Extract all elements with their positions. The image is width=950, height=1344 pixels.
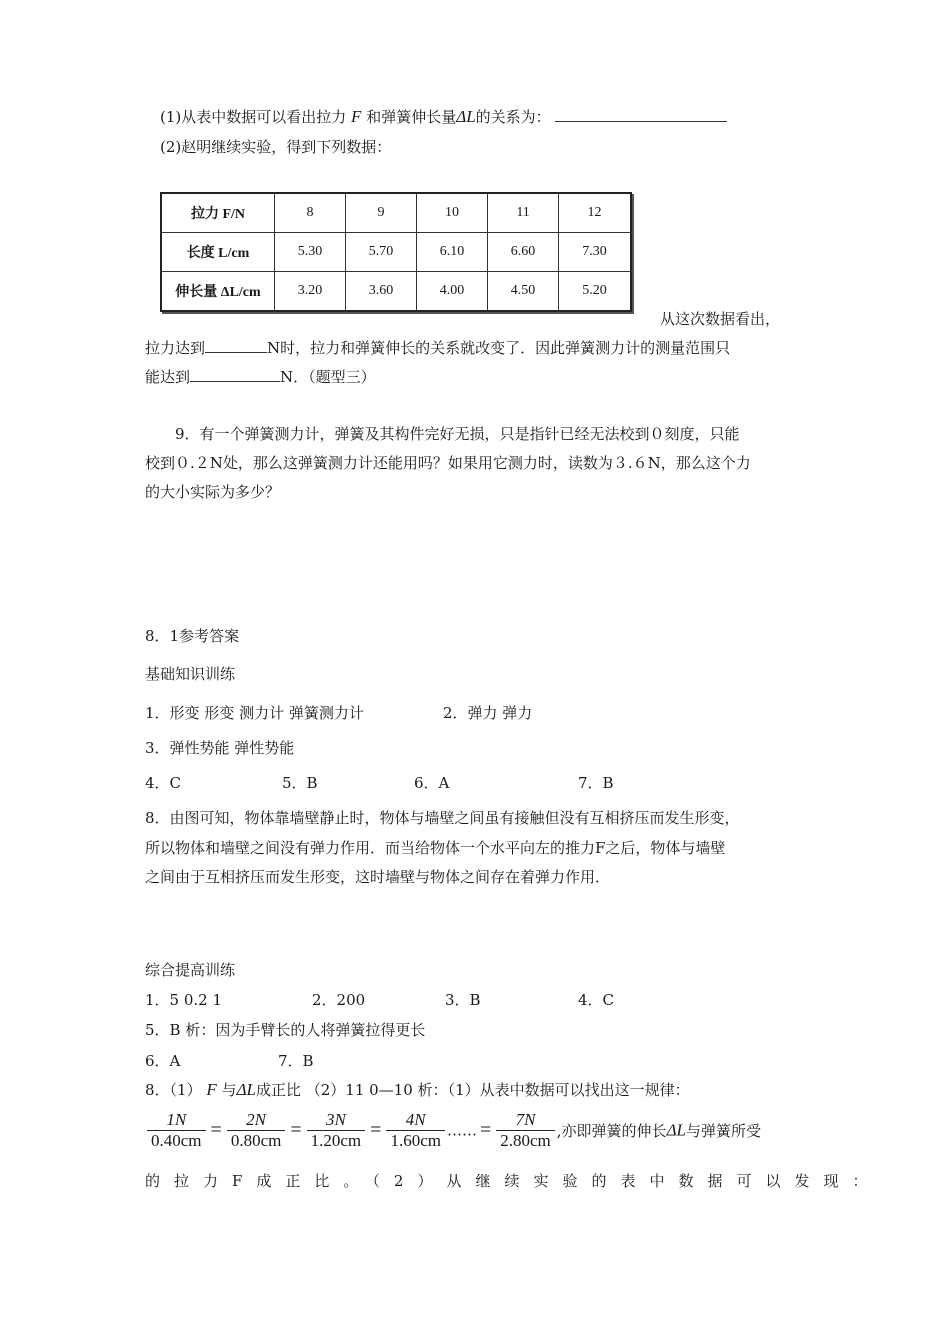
table-cell: 7.30	[559, 233, 631, 272]
question-1-line: (1)从表中数据可以看出拉力 F 和弹簧伸长量ΔL的关系为：	[160, 106, 727, 127]
table-cell: 4.00	[417, 272, 488, 312]
advanced-answer-4: 4．C	[578, 991, 615, 1009]
basic-answer-8-line-3: 之间由于互相挤压而发生形变，这时墙壁与物体之间存在着弹力作用．	[145, 868, 611, 886]
question-2-line: (2)赵明继续实验，得到下列数据：	[160, 138, 392, 156]
basic-answer-5: 5．B	[282, 774, 318, 792]
advanced-answer-3: 3．B	[445, 991, 481, 1009]
basic-answer-3: 3．弹性势能 弹性势能	[145, 739, 295, 757]
table-cell: 5.70	[346, 233, 417, 272]
table-cell: 12	[559, 193, 631, 233]
question-9-line-1: 9．有一个弹簧测力计，弹簧及其构件完好无损，只是指针已经无法校到０刻度，只能	[175, 425, 740, 443]
table-cell: 6.60	[488, 233, 559, 272]
basic-answer-7: 7．B	[578, 774, 614, 792]
answer-blank	[555, 121, 727, 122]
advanced-training-title: 综合提高训练	[145, 961, 236, 979]
row-label: 长度 L/cm	[161, 233, 275, 272]
equals-sign: =	[479, 1119, 492, 1141]
basic-answer-2: 2．弹力 弹力	[443, 704, 533, 722]
advanced-answer-6: 6．A	[145, 1052, 181, 1070]
table-cell: 3.60	[346, 272, 417, 312]
fraction: $\frac{7N}{2.80cm}$	[496, 1110, 555, 1151]
fraction: $\frac{3N}{1.20cm}$	[307, 1110, 366, 1151]
ratio-equation: $\frac{1N}{0.40cm}$ = $\frac{2N}{0.80cm}$ = $\frac{3N}{1.20cm}$ = $\frac{4N}{1.60cm}$ …… = $\frac{7N}{2.80cm}$ ,亦即弹簧的伸长ΔL与弹簧所受	[145, 1110, 761, 1151]
after-table-text: 从这次数据看出，	[660, 310, 781, 328]
spring-data-table	[160, 192, 632, 312]
table-cell: 10	[417, 193, 488, 233]
question-9-line-3: 的大小实际为多少？	[145, 483, 281, 501]
equals-sign: =	[290, 1119, 302, 1141]
basic-answer-1: 1．形变 形变 测力计 弹簧测力计	[145, 704, 364, 722]
fraction: $\frac{1N}{0.40cm}$	[147, 1110, 206, 1151]
basic-answer-6: 6．A	[414, 774, 450, 792]
range-line-2: 能达到 N．（题型三）	[145, 368, 376, 386]
fraction: $\frac{4N}{1.60cm}$	[386, 1110, 445, 1151]
row-label: 伸长量 ΔL/cm	[161, 272, 275, 312]
table-row	[161, 193, 631, 233]
table-cell: 5.20	[559, 272, 631, 312]
table-row	[161, 233, 631, 272]
table-cell: 4.50	[488, 272, 559, 312]
advanced-answer-8-last-line: 的拉力F成正比。（2）从继续实验的表中数据可以发现：	[145, 1172, 882, 1190]
table-cell: 5.30	[275, 233, 346, 272]
fraction: $\frac{2N}{0.80cm}$	[227, 1110, 286, 1151]
basic-answer-8-line-2: 所以物体和墙壁之间没有弹力作用．而当给物体一个水平向左的推力F之后，物体与墙壁	[145, 839, 726, 857]
table-row	[161, 272, 631, 312]
basic-training-title: 基础知识训练	[145, 665, 236, 683]
table-cell: 3.20	[275, 272, 346, 312]
answers-title: 8．1参考答案	[145, 627, 240, 645]
basic-answer-4: 4．C	[145, 774, 182, 792]
answer-blank	[205, 352, 267, 353]
range-line-1: 拉力达到 N时，拉力和弹簧伸长的关系就改变了．因此弹簧测力计的测量范围只	[145, 339, 731, 357]
advanced-answer-8-line-1: 8．（1） F 与ΔL成正比 （2）11 0—10 析：（1）从表中数据可以找出这一规律：	[145, 1080, 690, 1099]
table-cell: 11	[488, 193, 559, 233]
advanced-answer-7: 7．B	[278, 1052, 314, 1070]
answer-blank	[190, 381, 280, 382]
table-cell: 9	[346, 193, 417, 233]
advanced-answer-1: 1．5 0.2 1	[145, 991, 223, 1009]
table-cell: 8	[275, 193, 346, 233]
question-9-line-2: 校到０.２N处，那么这弹簧测力计还能用吗？如果用它测力时，读数为３.６N，那么这个力	[145, 454, 751, 472]
advanced-answer-5: 5．B 析：因为手臂长的人将弹簧拉得更长	[145, 1021, 426, 1039]
equals-sign: =	[370, 1119, 382, 1141]
row-label: 拉力 F/N	[161, 193, 275, 233]
equals-sign: =	[210, 1119, 222, 1141]
basic-answer-8-line-1: 8．由图可知，物体靠墙壁静止时，物体与墙壁之间虽有接触但没有互相挤压而发生形变，	[145, 809, 740, 827]
table-cell: 6.10	[417, 233, 488, 272]
advanced-answer-2: 2．200	[312, 991, 366, 1009]
